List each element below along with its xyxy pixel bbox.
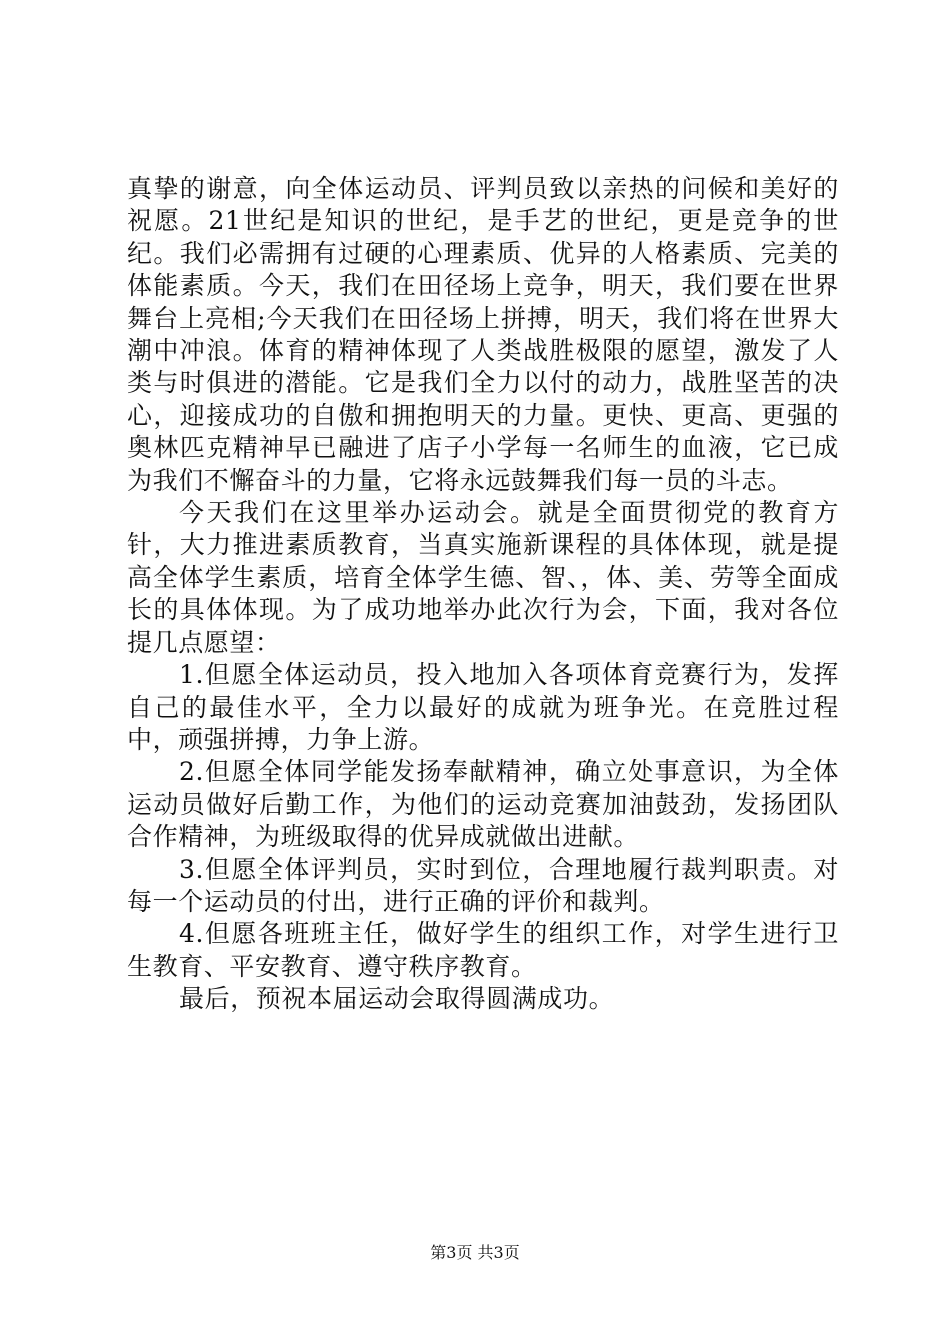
- paragraph-3: 1.但愿全体运动员，投入地加入各项体育竞赛行为，发挥自己的最佳水平，全力以最好的成就为班争光。在竞胜过程中，顽强拼搏，力争上游。: [127, 660, 839, 754]
- paragraph-2: 今天我们在这里举办运动会。就是全面贯彻党的教育方针，大力推进素质教育，当真实施新课程的具体体现，就是提高全体学生素质，培育全体学生德、智、，体、美、劳等全面成长的具体体现。为了成功地举办此次行为会，下面，我对各位提几点愿望：: [127, 498, 839, 657]
- paragraph-7: 最后，预祝本届运动会取得圆满成功。: [179, 984, 615, 1014]
- paragraph-1: 真挚的谢意，向全体运动员、评判员致以亲热的问候和美好的祝愿。21世纪是知识的世纪，是手艺的世纪，更是竞争的世纪。我们必需拥有过硬的心理素质、优异的人格素质、完美的体能素质。今天，我们在田径场上竞争，明天，我们要在世界舞台上亮相;今天我们在田径场上拼搏，明天，我们将在世界大潮中冲浪。体育的精神体现了人类战胜极限的愿望，激发了人类与时俱进的潜能。它是我们全力以付的动力，战胜坚苦的决心，迎接成功的自傲和拥抱明天的力量。更快、更高、更强的奥林匹克精神早已融进了店子小学每一名师生的血液，它已成为我们不懈奋斗的力量，它将永远鼓舞我们每一员的斗志。: [127, 174, 839, 495]
- document-body: [127, 173, 839, 1016]
- paragraph-4: 2.但愿全体同学能发扬奉献精神，确立处事意识，为全体运动员做好后勤工作，为他们的运动竞赛加油鼓劲，发扬团队合作精神，为班级取得的优异成就做出进献。: [127, 757, 839, 852]
- paragraph-5: 3.但愿全体评判员，实时到位，合理地履行裁判职责。对每一个运动员的付出，进行正确的评价和裁判。: [127, 854, 839, 916]
- page-footer: 第3页 共3页: [430, 1243, 520, 1262]
- paragraph-6: 4.但愿各班班主任，做好学生的组织工作，对学生进行卫生教育、平安教育、遵守秩序教育。: [127, 919, 839, 981]
